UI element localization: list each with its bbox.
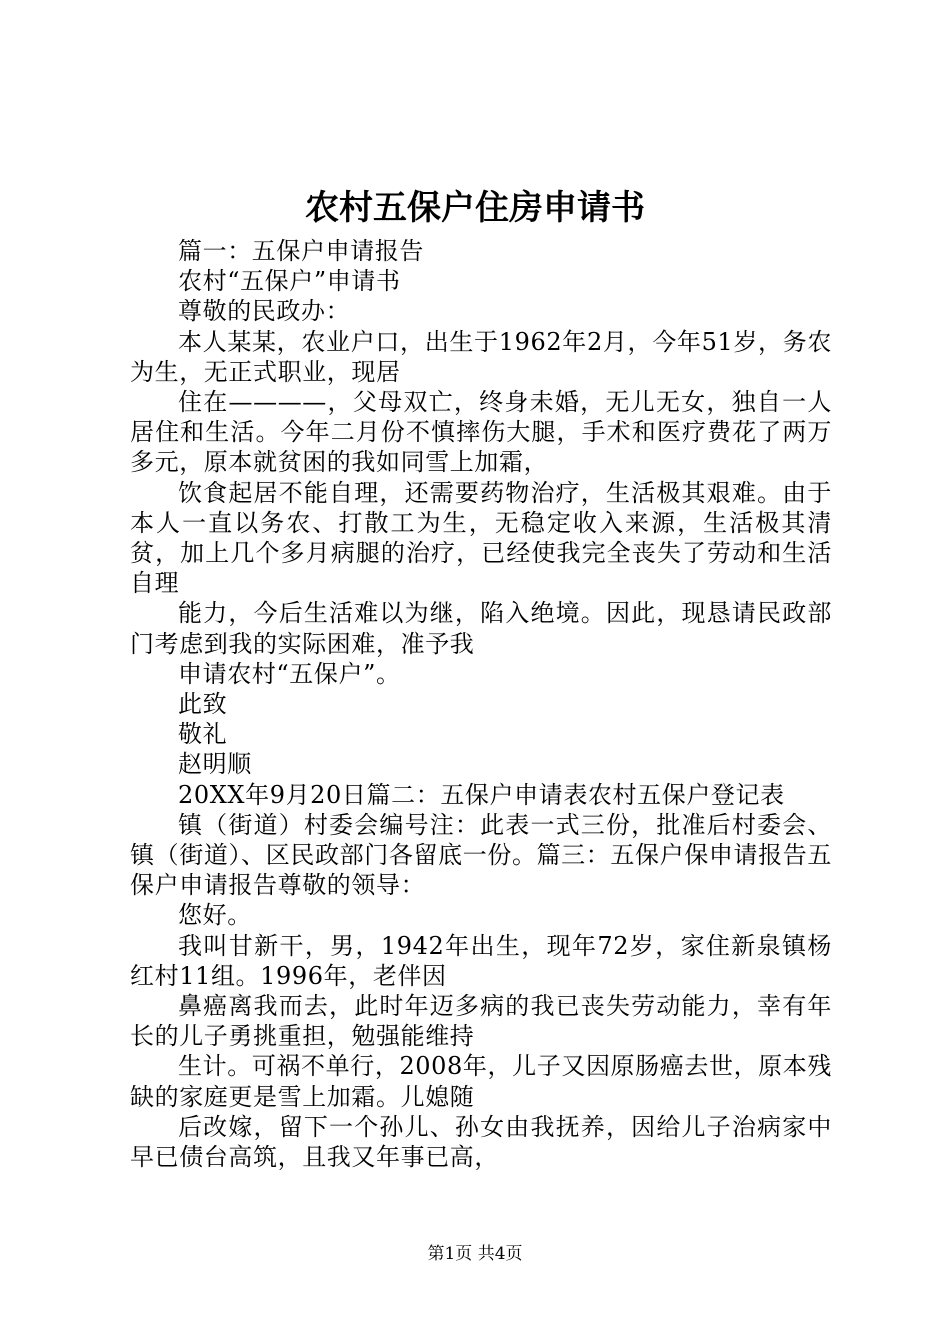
paragraph: 后改嫁，留下一个孙儿、孙女由我抚养，因给儿子治病家中早已债台高筑，且我又年事已高， — [130, 1112, 832, 1172]
paragraph: 镇（街道）村委会编号注：此表一式三份，批准后村委会、镇（街道）、区民政部门各留底一份。篇三：五保户保申请报告五保户申请报告尊敬的领导： — [130, 810, 832, 900]
paragraph: 本人某某，农业户口，出生于1962年2月，今年51岁，务农为生，无正式职业，现居 — [130, 327, 832, 386]
document-body — [130, 236, 832, 1172]
paragraph: 尊敬的民政办： — [178, 297, 351, 326]
paragraph: 农村“五保户”申请书 — [178, 267, 401, 296]
paragraph: 申请农村“五保户”。 — [178, 659, 401, 688]
paragraph: 能力，今后生活难以为继，陷入绝境。因此，现恳请民政部门考虑到我的实际困难，准予我 — [130, 599, 832, 658]
paragraph: 此致 — [178, 690, 228, 719]
paragraph: 我叫甘新干，男，1942年出生，现年72岁，家住新泉镇杨红村11组。1996年，老伴因 — [130, 931, 832, 990]
paragraph: 住在————，父母双亡，终身未婚，无儿无女，独自一人居住和生活。今年二月份不慎摔伤大腿，手术和医疗费花了两万多元，原本就贫困的我如同雪上加霜， — [130, 388, 832, 477]
paragraph: 赵明顺 — [178, 750, 252, 779]
document-title: 农村五保户住房申请书 — [305, 188, 645, 228]
paragraph: 生计。可祸不单行，2008年，儿子又因原肠癌去世，原本残缺的家庭更是雪上加霜。儿媳随 — [130, 1052, 832, 1111]
paragraph: 鼻癌离我而去，此时年迈多病的我已丧失劳动能力，幸有年长的儿子勇挑重担，勉强能维持 — [130, 992, 832, 1051]
paragraph: 篇一：五保户申请报告 — [178, 237, 424, 265]
paragraph: 您好。 — [178, 901, 252, 930]
paragraph: 饮食起居不能自理，还需要药物治疗，生活极其艰难。由于本人一直以务农、打散工为生，无稳定收入来源，生活极其清贫，加上几个多月病腿的治疗，已经使我完全丧失了劳动和生活自理 — [130, 478, 832, 598]
paragraph: 敬礼 — [178, 720, 228, 749]
page-number-footer: 第1页 共4页 — [427, 1244, 523, 1264]
paragraph: 20XX年9月20日篇二：五保户申请表农村五保户登记表 — [178, 780, 785, 809]
